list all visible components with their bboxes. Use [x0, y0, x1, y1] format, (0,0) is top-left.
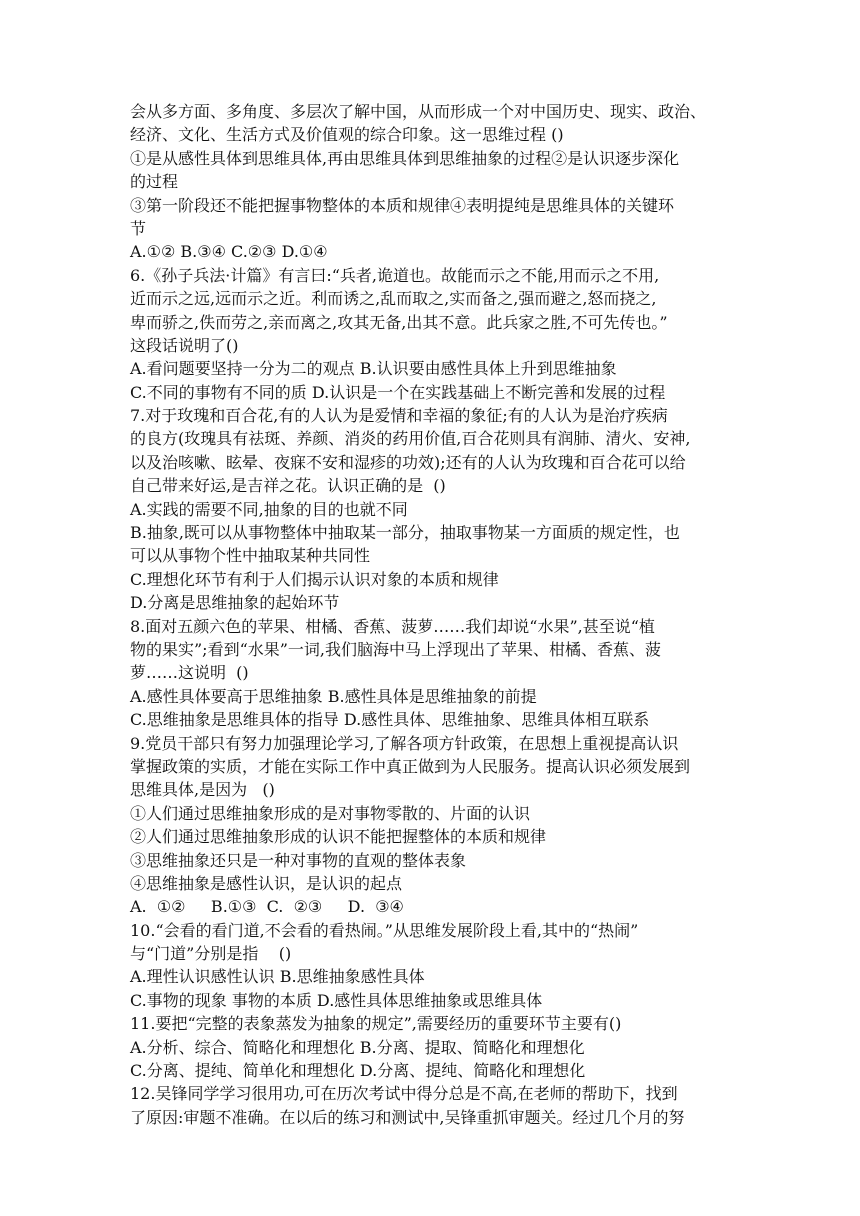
- text-line: ③第一阶段还不能把握事物整体的本质和规律④表明提纯是思维具体的关键环: [130, 195, 675, 215]
- text-line: 萝……这说明 (): [130, 663, 249, 683]
- text-line: 与“门道”分别是指 (): [130, 944, 292, 964]
- text-line: 掌握政策的实质，才能在实际工作中真正做到为人民服务。提高认识必须发展到: [130, 756, 691, 776]
- text-line: B.抽象,既可以从事物整体中抽取某一部分，抽取事物某一方面质的规定性，也: [130, 523, 680, 543]
- text-line: 6.《孙子兵法·计篇》有言曰:“兵者,诡道也。故能而示之不能,用而示之不用,: [130, 265, 660, 285]
- text-line: ①人们通过思维抽象形成的是对事物零散的、片面的认识: [130, 803, 531, 823]
- text-line: 这段话说明了(): [130, 335, 239, 355]
- text-line: 的良方(玫瑰具有祛斑、养颜、消炎的药用价值,百合花则具有润肺、清火、安神,: [130, 429, 691, 449]
- text-line: 了原因:审题不准确。在以后的练习和测试中,吴锋重抓审题关。经过几个月的努: [130, 1107, 685, 1127]
- text-line: 可以从事物个性中抽取某种共同性: [130, 546, 371, 566]
- text-line: D.分离是思维抽象的起始环节: [130, 593, 340, 613]
- text-line: ④思维抽象是感性认识，是认识的起点: [130, 873, 403, 893]
- text-line: 自己带来好运,是吉祥之花。认识正确的是 (): [130, 476, 446, 496]
- text-line: A. ①② B.①③ C. ②③ D. ③④: [130, 897, 404, 917]
- text-line: 卑而骄之,佚而劳之,亲而离之,攻其无备,出其不意。此兵家之胜,不可先传也。”: [130, 312, 668, 332]
- text-line: ②人们通过思维抽象形成的认识不能把握整体的本质和规律: [130, 827, 547, 847]
- text-line: 以及治咳嗽、眩晕、夜寐不安和湿疹的功效);还有的人认为玫瑰和百合花可以给: [130, 452, 686, 472]
- text-line: A.分析、综合、简略化和理想化 B.分离、提取、简略化和理想化: [130, 1037, 585, 1057]
- text-line: 8.面对五颜六色的苹果、柑橘、香蕉、菠萝……我们却说“水果”,甚至说“植: [130, 616, 655, 636]
- text-line: 11.要把“完整的表象蒸发为抽象的规定”,需要经历的重要环节主要有(): [130, 1014, 622, 1034]
- text-line: C.事物的现象 事物的本质 D.感性具体思维抽象或思维具体: [130, 990, 543, 1010]
- text-line: A.①② B.③④ C.②③ D.①④: [130, 242, 328, 262]
- text-line: C.思维抽象是思维具体的指导 D.感性具体、思维抽象、思维具体相互联系: [130, 710, 650, 730]
- text-line: 物的果实”;看到“水果”一词,我们脑海中马上浮现出了苹果、柑橘、香蕉、菠: [130, 639, 662, 659]
- text-line: 9.党员干部只有努力加强理论学习,了解各项方针政策，在思想上重视提高认识: [130, 733, 679, 753]
- text-line: 思维具体,是因为 (): [130, 780, 275, 800]
- text-line: 10.“会看的看门道,不会看的看热闹。”从思维发展阶段上看,其中的“热闹”: [130, 920, 639, 940]
- document-page: [130, 100, 736, 1129]
- text-line: 的过程: [130, 172, 179, 192]
- text-line: 会从多方面、多角度、多层次了解中国，从而形成一个对中国历史、现实、政治、: [130, 102, 707, 121]
- text-line: A.感性具体要高于思维抽象 B.感性具体是思维抽象的前提: [130, 686, 537, 706]
- text-line: A.理性认识感性认识 B.思维抽象感性具体: [130, 967, 425, 987]
- text-line: A.看问题要坚持一分为二的观点 B.认识要由感性具体上升到思维抽象: [130, 359, 617, 379]
- text-line: ①是从感性具体到思维具体,再由思维具体到思维抽象的过程②是认识逐步深化: [130, 148, 680, 168]
- text-line: 经济、文化、生活方式及价值观的综合印象。这一思维过程 (): [130, 125, 564, 145]
- text-line: C.不同的事物有不同的质 D.认识是一个在实践基础上不断完善和发展的过程: [130, 382, 666, 402]
- text-line: 12.吴锋同学学习很用功,可在历次考试中得分总是不高,在老师的帮助下，找到: [130, 1084, 678, 1104]
- text-line: C.分离、提纯、简单化和理想化 D.分离、提纯、简略化和理想化: [130, 1061, 586, 1081]
- text-line: 节: [130, 218, 147, 238]
- text-line: C.理想化环节有利于人们揭示认识对象的本质和规律: [130, 569, 499, 589]
- text-line: A.实践的需要不同,抽象的目的也就不同: [130, 499, 408, 519]
- text-line: 7.对于玫瑰和百合花,有的人认为是爱情和幸福的象征;有的人认为是治疗疾病: [130, 406, 668, 426]
- text-line: 近而示之远,远而示之近。利而诱之,乱而取之,实而备之,强而避之,怒而挠之,: [130, 289, 657, 309]
- text-line: ③思维抽象还只是一种对事物的直观的整体表象: [130, 850, 467, 870]
